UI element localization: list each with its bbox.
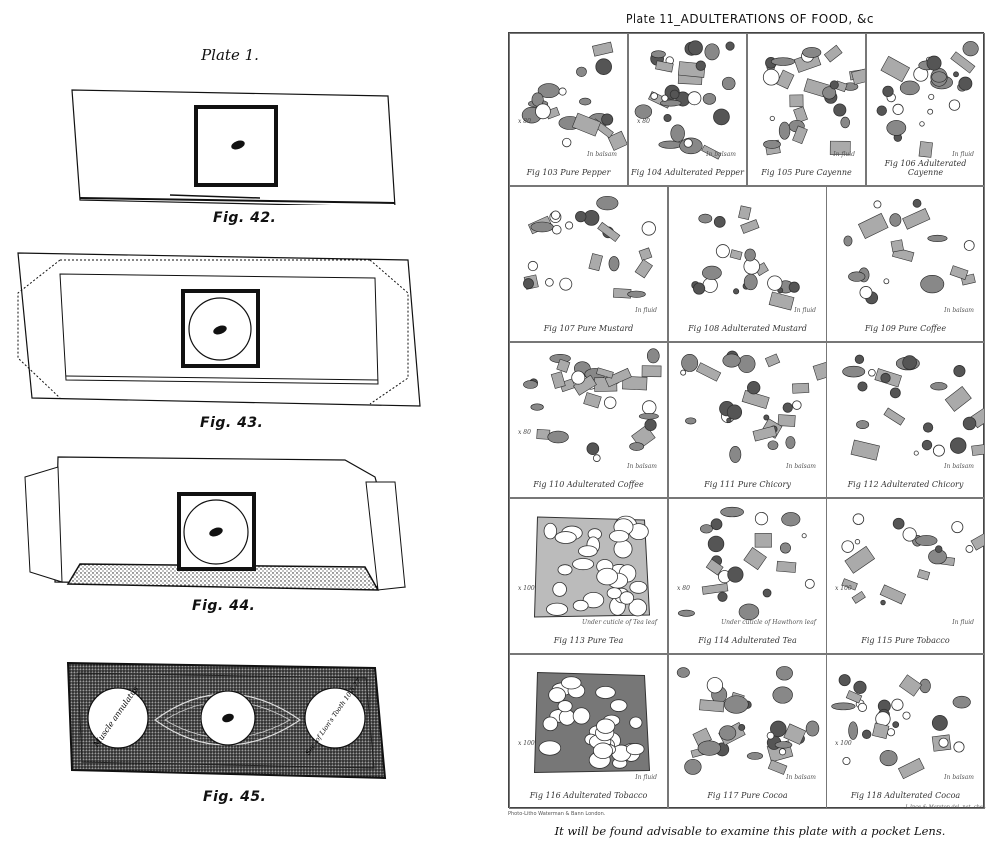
specimen-caption: Fig 107 Pure Mustard [543, 324, 634, 333]
magnification-label: x 100 [835, 585, 852, 592]
specimen-cell [747, 33, 866, 186]
mounting-label: In balsam [627, 463, 657, 470]
figure-44-slide [0, 452, 460, 592]
specimen-drawing [748, 34, 866, 186]
mounting-label: In balsam [944, 774, 974, 781]
specimen-drawing [827, 343, 985, 498]
specimen-caption: Fig 104 Adulterated Pepper [631, 168, 744, 177]
mounting-label: In fluid [952, 151, 974, 158]
specimen-drawing [827, 187, 985, 342]
magnification-label: x 100 [835, 740, 852, 747]
specimen-grid [508, 32, 984, 808]
mounting-label: In balsam [944, 463, 974, 470]
mounting-label: In fluid [635, 307, 657, 314]
specimen-cell [826, 342, 985, 498]
slide-label-right: Sec. of Lion's Tooth 10.5.77 [303, 677, 363, 757]
figure-42-slide [0, 85, 460, 205]
figure-42-caption: Fig. 42. [213, 210, 277, 226]
mounting-label: In balsam [587, 151, 617, 158]
specimen-cell [826, 498, 985, 654]
magnification-label: x 80 [518, 118, 531, 125]
figure-44-caption: Fig. 44. [192, 598, 256, 614]
magnification-label: x 100 [518, 740, 535, 747]
magnification-label: x 80 [677, 585, 690, 592]
specimen-caption: Fig 116 Adulterated Tobacco [529, 791, 648, 800]
specimen-cell [668, 342, 827, 498]
printer-credit: Photo-Litho Waterman & Bann London. [508, 811, 606, 817]
specimen-drawing [827, 499, 985, 654]
specimen-caption: Fig 113 Pure Tea [553, 636, 624, 645]
author-credit: J. Ince & Marston del. nat. chel. [905, 804, 986, 810]
specimen-caption: Fig 105 Pure Cayenne [761, 168, 852, 177]
specimen-cell [668, 498, 827, 654]
specimen-caption: Fig 117 Pure Cocoa [707, 791, 788, 800]
mounting-label: In balsam [786, 463, 816, 470]
right-plate-page [500, 0, 1000, 857]
left-plate-title: Plate 1. [201, 46, 259, 64]
mounting-label: In fluid [635, 774, 657, 781]
specimen-cell [628, 33, 747, 186]
specimen-drawing [827, 655, 985, 809]
specimen-cell [509, 654, 668, 809]
specimen-cell [509, 498, 668, 654]
plate-footnote: It will be found advisable to examine this plate with a pocket Lens. [554, 824, 946, 838]
specimen-caption: Fig 106 Adulterated Cayenne [884, 159, 967, 177]
mounting-label: In fluid [833, 151, 855, 158]
mounting-label: In balsam [706, 151, 736, 158]
specimen-drawing [510, 655, 668, 809]
mounting-label: In balsam [944, 307, 974, 314]
specimen-drawing [510, 499, 668, 654]
specimen-drawing [669, 187, 827, 342]
specimen-caption: Fig 109 Pure Coffee [864, 324, 947, 333]
mounting-label: Under cuticle of Tea leaf [582, 619, 657, 626]
specimen-drawing [669, 655, 827, 809]
specimen-caption: Fig 103 Pure Pepper [526, 168, 611, 177]
magnification-label: x 80 [637, 118, 650, 125]
figure-43-slide [0, 248, 460, 408]
specimen-caption: Fig 110 Adulterated Coffee [533, 480, 644, 489]
mounting-label: In balsam [786, 774, 816, 781]
specimen-cell [826, 186, 985, 342]
specimen-caption: Fig 114 Adulterated Tea [698, 636, 797, 645]
specimen-drawing [669, 499, 827, 654]
specimen-caption: Fig 115 Pure Tobacco [861, 636, 950, 645]
specimen-cell [509, 342, 668, 498]
specimen-drawing [669, 343, 827, 498]
mounting-label: In fluid [794, 307, 816, 314]
right-plate-number: Plate 11 [626, 12, 675, 26]
figure-45-caption: Fig. 45. [203, 789, 267, 805]
mounting-label: Under cuticle of Hawthorn leaf [721, 619, 816, 626]
right-plate-title [500, 12, 1000, 26]
specimen-drawing [629, 34, 747, 186]
specimen-cell [866, 33, 985, 186]
magnification-label: x 80 [518, 429, 531, 436]
specimen-cell [668, 654, 827, 809]
specimen-drawing [510, 34, 628, 186]
specimen-caption: Fig 118 Adulterated Cocoa [850, 791, 961, 800]
specimen-drawing [510, 343, 668, 498]
specimen-caption: Fig 112 Adulterated Chicory [847, 480, 964, 489]
right-plate-subtitle: _ADULTERATIONS OF FOOD, &c [674, 12, 874, 26]
magnification-label: x 100 [518, 585, 535, 592]
mounting-label: In fluid [952, 619, 974, 626]
specimen-caption: Fig 108 Adulterated Mustard [688, 324, 807, 333]
figure-45-slide [0, 658, 460, 783]
slide-label-left: Muscle annulatus [91, 684, 141, 749]
figure-43-caption: Fig. 43. [200, 415, 264, 431]
specimen-cell [509, 186, 668, 342]
specimen-drawing [510, 187, 668, 342]
specimen-cell [826, 654, 985, 809]
specimen-cell [509, 33, 628, 186]
specimen-caption: Fig 111 Pure Chicory [704, 480, 791, 489]
specimen-cell [668, 186, 827, 342]
